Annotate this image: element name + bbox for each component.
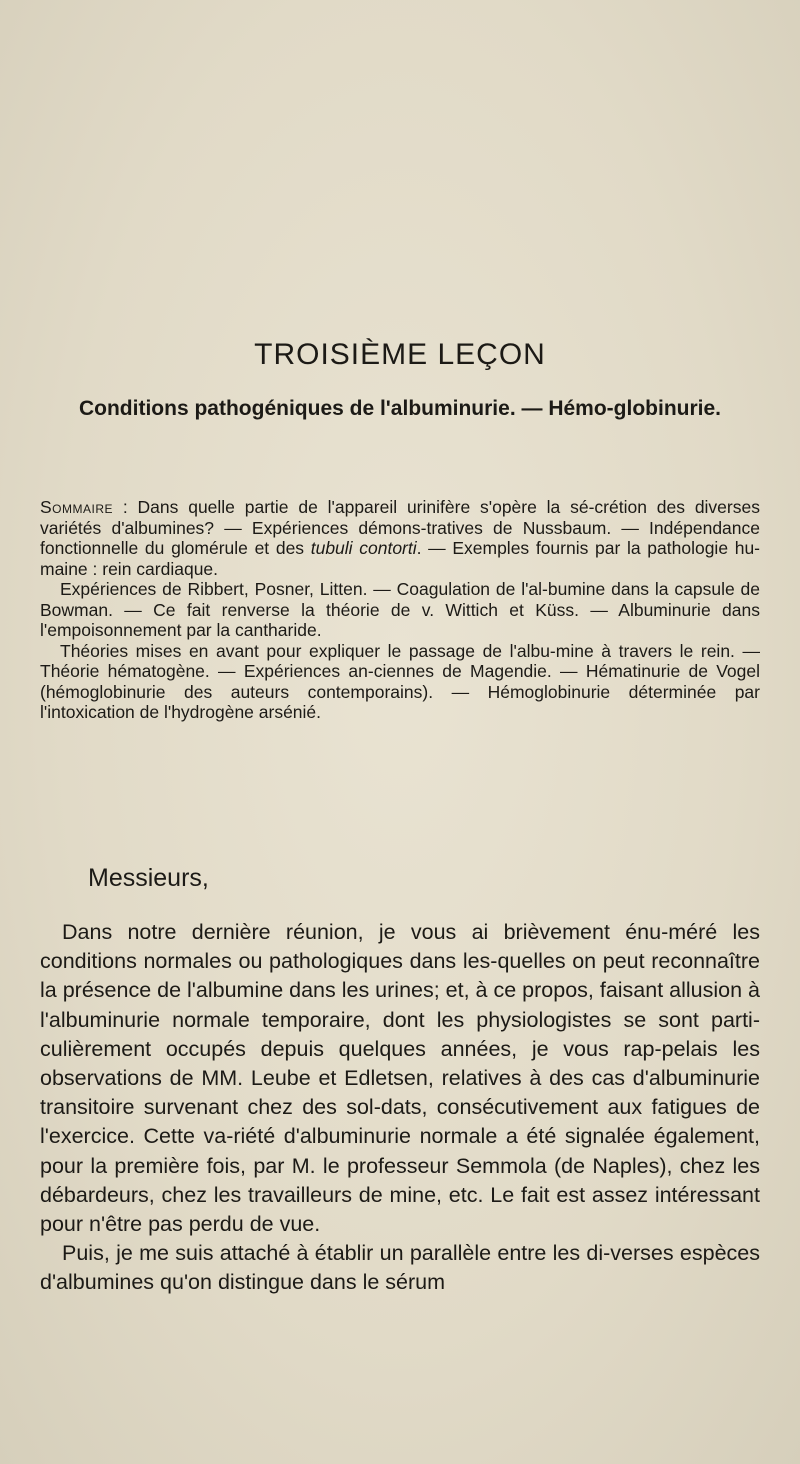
salutation: Messieurs,	[88, 864, 209, 892]
summary-text: : Dans quelle partie de l'appareil urinifère s'opère la sé-crétion des diverses variétés d'albumines? — Expériences démons-tratives de Nussbaum. — Indépendance fonctionnelle du glomérule et des	[40, 497, 760, 558]
summary-paragraph: Théories mises en avant pour expliquer le passage de l'albu-mine à travers le rein. — Théorie hématogène. — Expériences an-ciennes de Magendie. — Hématinurie de Vogel (hémoglobinurie des auteurs contemporains). — Hémoglobinurie déterminée par l'intoxication de l'hydrogène arsénié.	[40, 640, 760, 722]
chapter-subtitle: Conditions pathogéniques de l'albuminurie. — Hémo-globinurie.	[78, 397, 721, 420]
summary-block	[40, 497, 760, 723]
summary-label: Sommaire	[40, 497, 114, 517]
body-paragraph: Puis, je me suis attaché à établir un parallèle entre les di-verses espèces d'albumines qu'on distingue dans le sérum	[40, 1241, 760, 1295]
body-paragraph: Dans notre dernière réunion, je vous ai brièvement énu-méré les conditions normales ou pathologiques dans les-quelles on peut reconnaître la présence de l'albumine dans les urines; et, à ce propos, faisant allusion à l'albuminurie normale temporaire, dont les physiologistes se sont parti-culièrement occupés depuis quelques années, je vous rap-pelais les observations de MM. Leube et Edletsen, relatives à des cas d'albuminurie transitoire survenant chez des sol-dats, consécutivement aux fatigues de l'exercice. Cette va-riété d'albuminurie normale a été signalée également, pour la première fois, par M. le professeur Semmola (de Naples), chez les débardeurs, chez les travailleurs de mine, etc. Le fait est assez intéressant pour n'être pas perdu de vue.	[40, 920, 761, 1237]
summary-italic-term: tubuli contorti	[310, 538, 417, 558]
summary-paragraph	[40, 497, 760, 579]
summary-text: . — Exemples fournis par la pathologie hu-maine : rein cardiaque.	[40, 538, 761, 579]
summary-paragraph: Expériences de Ribbert, Posner, Litten. — Coagulation de l'al-bumine dans la capsule de Bowman. — Ce fait renverse la théorie de v. Wittich et Küss. — Albuminurie dans l'empoisonnement par la cantharide.	[40, 579, 760, 640]
body-text	[40, 918, 760, 1298]
chapter-title: TROISIÈME LEÇON	[254, 338, 546, 371]
